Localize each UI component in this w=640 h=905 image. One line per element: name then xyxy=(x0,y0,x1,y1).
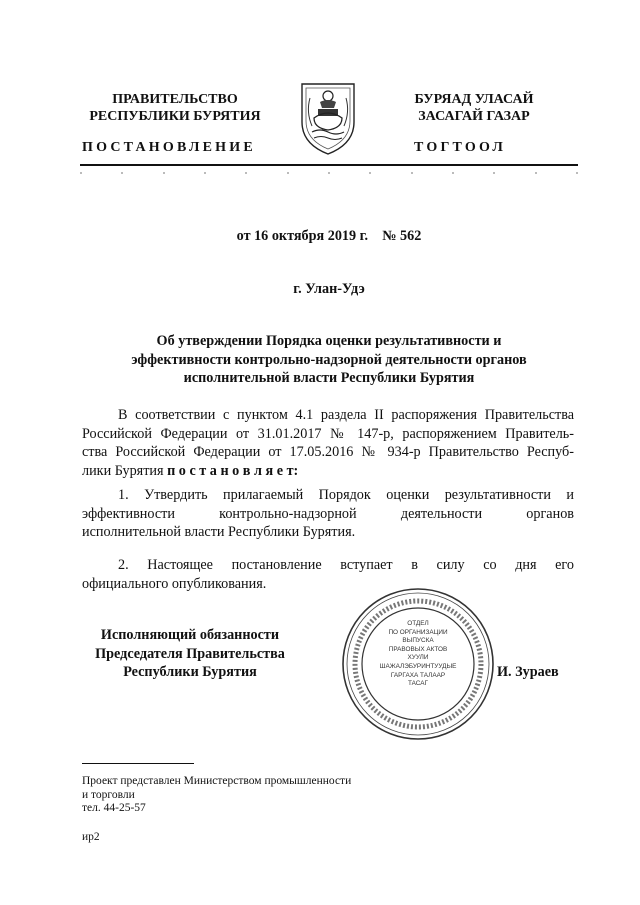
preamble-line-1: В соответствии с пунктом 4.1 раздела II распоряжения Правительства xyxy=(118,407,574,423)
footer-code: ир2 xyxy=(82,831,100,843)
header-left xyxy=(82,91,268,125)
title-line-3: исполнительной власти Республики Бурятия xyxy=(183,370,475,386)
header-dotted-line xyxy=(80,172,578,176)
footer-note xyxy=(82,775,482,816)
position-line-2: Председателя Правительства xyxy=(95,645,285,662)
clause-1-line-1: 1. Утвердить прилагаемый Порядок оценки результативности и xyxy=(118,487,574,503)
title-line-2: эффективности контрольно-надзорной деятельности органов xyxy=(131,351,527,368)
preamble xyxy=(82,406,574,480)
preamble-line-4 xyxy=(82,462,574,481)
org-name-bur-line2: ЗАСАГАЙ ГАЗАР xyxy=(418,109,530,124)
footer-line-2: и торговли xyxy=(82,788,135,801)
clause-1-line-3: исполнительной власти Республики Бурятия. xyxy=(82,524,356,540)
position-line-3: Республики Бурятия xyxy=(123,664,257,680)
doc-type-ru: ПОСТАНОВЛЕНИЕ xyxy=(82,140,256,155)
clause-1-line-2: эффективности контрольно-надзорной деятельности органов xyxy=(82,505,574,522)
city: г. Улан-Удэ xyxy=(293,281,365,297)
title-line-1: Об утверждении Порядка оценки результативности и xyxy=(156,333,502,349)
clause-1 xyxy=(82,486,574,542)
footer-line-3: тел. 44-25-57 xyxy=(82,802,146,814)
header-divider xyxy=(80,164,578,166)
document-title xyxy=(80,332,578,388)
clause-2-line-2: официального опубликования. xyxy=(82,575,267,592)
signatory-name: И. Зураев xyxy=(497,664,559,680)
stamp-inner-text: ОТДЕЛ ПО ОРГАНИЗАЦИИ ВЫПУСКА ПРАВОВЫХ АКТОВ ХУУЛИ ШАЖАЛЭБУРИНТУУДЫЕ ГАРГАХА ТАЛААР ТАСАГ xyxy=(379,620,457,688)
signatory-position xyxy=(82,626,298,682)
date-and-number: от 16 октября 2019 г. № 562 xyxy=(236,228,422,244)
official-stamp xyxy=(340,586,496,742)
doc-type-bur: ТОГТООЛ xyxy=(414,140,507,155)
footer-line-1: Проект представлен Министерством промышленности xyxy=(82,775,352,787)
preamble-last-text: лики Бурятия xyxy=(82,462,168,479)
preamble-line-3: ства Российской Федерации от 17.05.2016 № 934-р Правительство Респуб- xyxy=(82,444,574,460)
clause-2-line-1: 2. Настоящее постановление вступает в силу со дня его xyxy=(118,557,574,573)
header-right xyxy=(380,91,568,125)
org-name-bur-line1: БУРЯАД УЛАСАЙ xyxy=(414,92,534,107)
preamble-line-2: Российской Федерации от 31.01.2017 № 147-р, распоряжением Правитель- xyxy=(82,425,574,442)
coat-of-arms-emblem xyxy=(296,78,360,158)
org-name-ru-line2: РЕСПУБЛИКИ БУРЯТИЯ xyxy=(89,109,261,124)
clause-2 xyxy=(82,556,574,593)
decree-word: п о с т а н о в л я е т: xyxy=(167,462,299,479)
position-line-1: Исполняющий обязанности xyxy=(100,627,280,643)
org-name-ru-line1: ПРАВИТЕЛЬСТВО xyxy=(112,92,238,107)
footer-divider xyxy=(82,763,194,764)
